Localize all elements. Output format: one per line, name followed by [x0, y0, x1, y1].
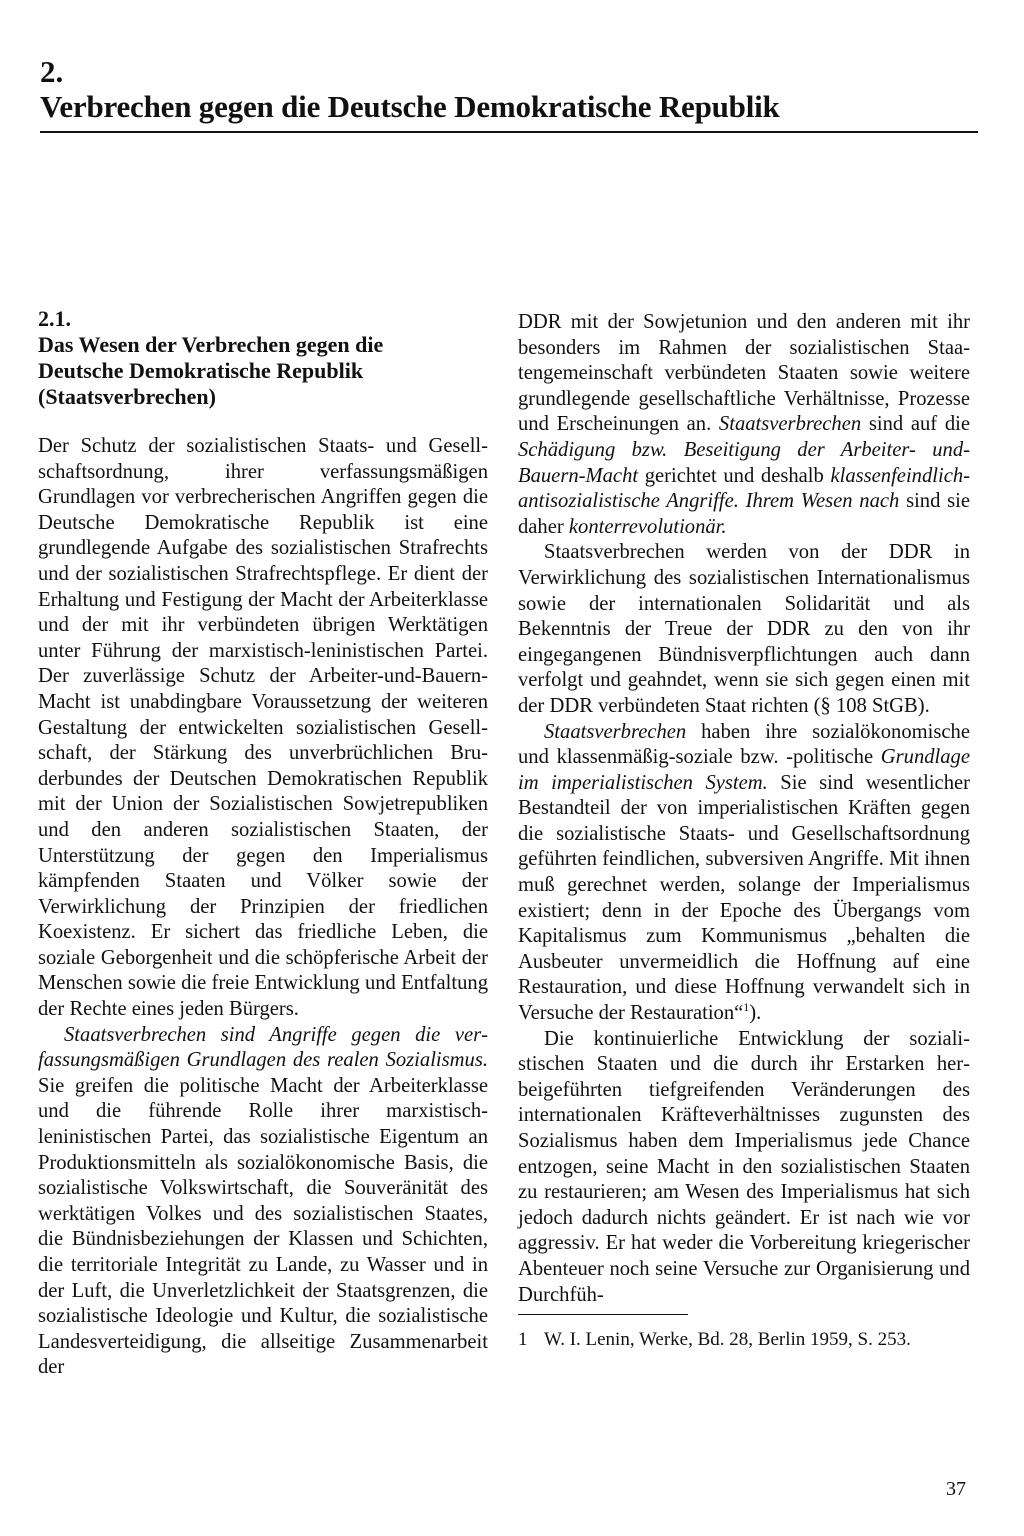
footnote-mark: 1	[518, 1329, 528, 1351]
right-paragraph-2: Staatsverbrechen werden von der DDR in Verwirklichung des sozialistischen Internationalismus sowie der internationalen Solidarität und als Bekenntnis der Treue der DDR zu den von ihr eingegangenen Bündnisverpflichtungen auch dann verfolgt und geahndet, wenn sie sich gegen einen mit der DDR verbündeten Staat richten (§ 108 StGB).	[518, 541, 970, 717]
right-p1-text-e: gerichtet und deshalb	[638, 464, 831, 487]
right-p3-text-d: Sie sind wesentlicher Bestandteil der von imperialistischen Kräften gegen die sozialistische Staats- und Gesellschaftsordnung geführten feindlichen, subversiven Angriffe. Mit ihnen muß gerechnet werden, solange der Imperialismus existiert; denn in der Epoche des Übergangs vom Kapitalismus zum Kommunismus „behalten die Ausbeuter unvermeidlich die Hoffnung auf eine Restauration, und diese Hoffnung verwandelt sich in Versuche der Restauration“	[518, 771, 970, 1025]
right-paragraph-4: Die kontinuierliche Entwicklung der sozialistischen Staaten und die durch ihr Erstarken herbeigeführten tiefgreifenden Veränderungen des internationalen Kräfteverhältnisses zugunsten des Sozialismus haben dem Imperialismus jede Chance entzogen, seine Macht in den sozialistischen Staaten zu restaurieren; am Wesen des Imperialismus hat sich jedoch dadurch nichts geändert. Er ist nach wie vor aggressiv. Er hat weder die Vorbereitung kriegerischer Abenteuer noch seine Versuche zur Organisierung und Durchfüh-	[518, 1027, 970, 1306]
right-p1-italic-b: Staatsverbrechen	[718, 413, 862, 436]
section-title-line-3: (Staatsverbrechen)	[38, 384, 216, 409]
chapter-rule	[40, 131, 978, 133]
left-column	[38, 306, 488, 1381]
footnote	[518, 1329, 970, 1351]
left-paragraph-2-rest: Sie greifen die politische Macht der Arbeiterklasse und die führende Rolle ihrer marxistisch-leninistischen Partei, das sozialistische Eigentum an Produktionsmitteln als sozialökonomische Basis, die sozialistische Volkswirtschaft, die Souveränität des werktätigen Volkes und des sozialistischen Staates, die Bündnisbeziehungen der Klassen und Schichten, die territoriale Integrität zu Lande, zu Wasser und in der Luft, die Unverletzlichkeit der Staatsgrenzen, die sozialistische Ideologie und Kultur, die sozialistische Landesverteidigung, die allseitige Zusammenarbeit der	[38, 1074, 488, 1379]
chapter-header	[40, 55, 980, 125]
right-paragraph-1	[518, 310, 970, 540]
right-p1-italic-f: klassenfeindlich-antisozialistische Angriffe. Ihrem Wesen nach	[518, 464, 970, 513]
section-title-line-1: Das Wesen der Verbrechen gegen die	[38, 332, 384, 357]
page-number: 37	[946, 1478, 966, 1500]
left-paragraph-2	[38, 1023, 488, 1381]
right-paragraph-3	[518, 720, 970, 1027]
right-p1-italic-d: Schädigung bzw. Beseitigung der Arbeiter- und-Bauern-Macht	[518, 438, 970, 487]
right-p1-text-g: sind sie daher	[518, 490, 970, 538]
section-number: 2.1.	[38, 306, 71, 331]
right-p1-text-c: sind auf die	[861, 413, 970, 436]
section-title	[38, 332, 488, 410]
right-p3-italic-a: Staatsverbrechen	[544, 720, 687, 743]
right-column	[518, 310, 970, 1351]
footnote-reference[interactable]: 1	[743, 1000, 750, 1015]
right-p3-italic-c: Grundlage im imperialistischen System.	[518, 746, 970, 794]
right-p3-text-b: haben ihre sozialökonomische und klassenmäßig-soziale bzw. -politische	[518, 720, 970, 769]
right-p1-italic-h: konterrevolutionär.	[568, 515, 727, 538]
left-paragraph-1: Der Schutz der sozialistischen Staats- und Gesellschaftsordnung, ihrer verfassungsmäßigen Grundlagen vor verbrecherischen Angriffen gegen die Deutsche Demokratische Republik ist eine grundlegende Aufgabe des sozialistischen Strafrechts und der sozialistischen Strafrechtspflege. Er dient der Erhaltung und Festigung der Macht der Arbeiterklasse und der mit ihr verbündeten übrigen Werktätigen unter Führung der marxistisch-leninistischen Partei. Der zuverlässige Schutz der Arbeiter-und-Bauern-Macht ist unabdingbare Voraussetzung der weiteren Gestaltung der entwickelten sozialistischen Gesellschaft, der Stärkung des unverbrüchlichen Bruderbundes der Deutschen Demokratischen Republik mit der Union der Sozialistischen Sowjetrepubliken und den anderen sozialistischen Staaten, der Unterstützung der gegen den Imperialismus kämpfenden Staaten und Völker sowie der Verwirklichung der Prinzipien der friedlichen Koexistenz. Er sichert das friedliche Leben, die soziale Geborgenheit und die schöpferische Arbeit der Menschen sowie die freie Entwicklung und Entfaltung der Rechte eines jeden Bürgers.	[38, 435, 488, 1021]
chapter-title: Verbrechen gegen die Deutsche Demokratische Republik	[40, 89, 780, 124]
section-title-line-2: Deutsche Demokratische Republik	[38, 358, 364, 383]
right-p3-text-e: ).	[749, 1002, 762, 1025]
footnote-rule	[518, 1314, 688, 1315]
chapter-number: 2.	[40, 54, 64, 89]
left-paragraph-2-italic: Staatsverbrechen sind Angriffe gegen die verfassungsmäßigen Grundlagen des realen Sozialismus.	[38, 1023, 488, 1072]
right-p1-text-a: DDR mit der Sowjetunion und den anderen mit ihr besonders im Rahmen der sozialistischen Staatengemeinschaft verbündeten Staaten sowie weitere grundlegende gesellschaftliche Verhältnisse, Prozesse und Erscheinungen an.	[518, 311, 970, 436]
footnote-text: W. I. Lenin, Werke, Bd. 28, Berlin 1959, S. 253.	[544, 1329, 911, 1351]
